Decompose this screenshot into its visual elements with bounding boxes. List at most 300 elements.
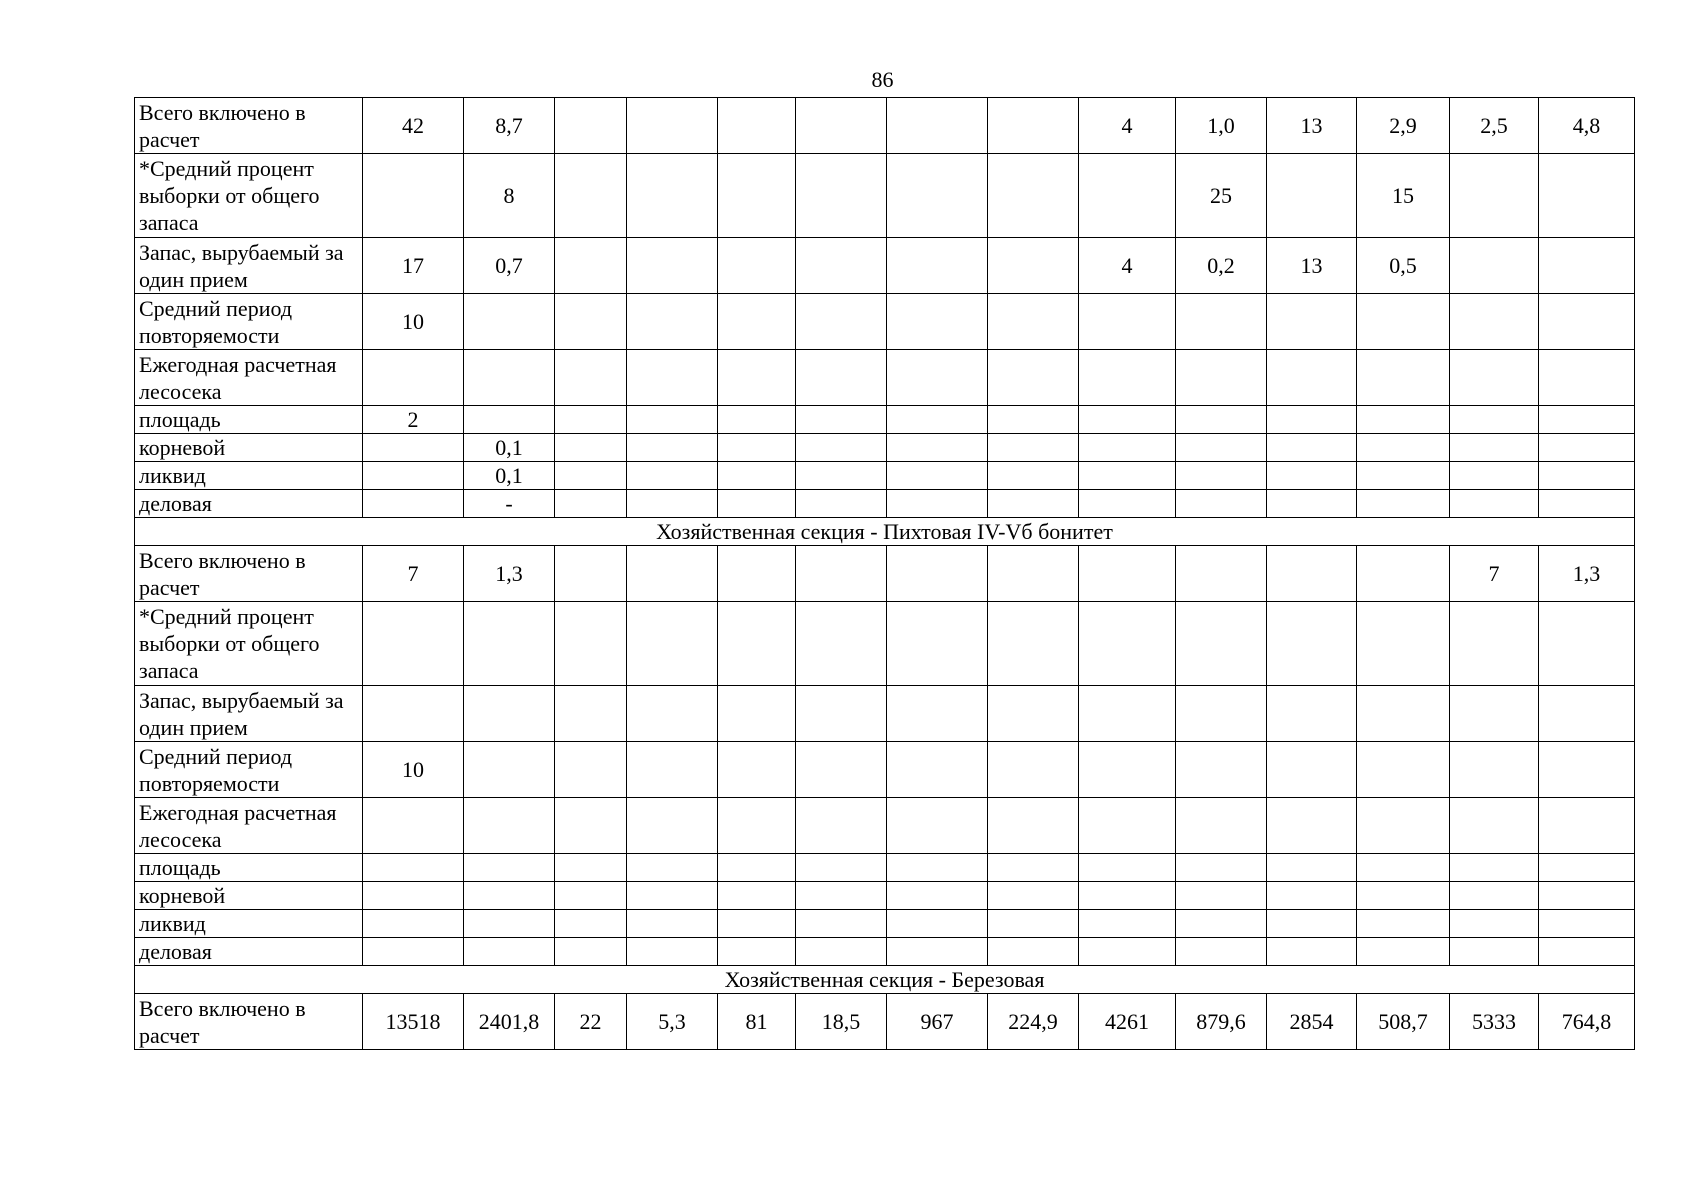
table-cell: 4 — [1079, 98, 1176, 154]
table-cell — [363, 602, 464, 686]
table-cell — [627, 686, 718, 742]
row-label: деловая — [135, 490, 363, 518]
table-cell — [988, 854, 1079, 882]
table-cell: 7 — [1450, 546, 1539, 602]
table-cell — [627, 462, 718, 490]
table-cell — [1357, 406, 1450, 434]
table-cell — [1450, 938, 1539, 966]
table-cell — [887, 882, 988, 910]
table-cell — [988, 238, 1079, 294]
row-label: Запас, вырубаемый за один прием — [135, 238, 363, 294]
table-cell — [887, 686, 988, 742]
table-cell — [887, 238, 988, 294]
table-cell — [1450, 350, 1539, 406]
table-cell — [796, 350, 887, 406]
table-cell — [627, 350, 718, 406]
table-row — [135, 910, 1635, 938]
table-cell: 7 — [363, 546, 464, 602]
table-row — [135, 490, 1635, 518]
table-cell — [718, 238, 796, 294]
table-cell: 2 — [363, 406, 464, 434]
table-cell: 5,3 — [627, 994, 718, 1050]
table-cell — [796, 154, 887, 238]
row-label: Всего включено в расчет — [135, 546, 363, 602]
table-cell — [464, 798, 555, 854]
section-header-row — [135, 966, 1635, 994]
table-cell — [796, 98, 887, 154]
table-cell — [988, 98, 1079, 154]
table-cell — [1539, 462, 1635, 490]
table-cell — [1450, 462, 1539, 490]
table-cell — [1079, 798, 1176, 854]
table-cell: 1,3 — [1539, 546, 1635, 602]
table-cell — [1267, 882, 1357, 910]
table-cell — [887, 798, 988, 854]
table-cell — [1357, 490, 1450, 518]
table-cell — [464, 602, 555, 686]
table-cell — [887, 910, 988, 938]
table-cell — [1357, 602, 1450, 686]
table-cell — [464, 882, 555, 910]
table-cell — [1176, 546, 1267, 602]
table-cell — [1267, 798, 1357, 854]
table-cell — [1176, 350, 1267, 406]
table-cell — [887, 602, 988, 686]
table-cell: 17 — [363, 238, 464, 294]
table-cell — [718, 854, 796, 882]
table-cell — [1267, 406, 1357, 434]
table-cell — [1539, 154, 1635, 238]
table-cell — [1357, 798, 1450, 854]
table-cell — [1539, 490, 1635, 518]
table-cell — [627, 238, 718, 294]
table-cell — [718, 910, 796, 938]
row-label: Запас, вырубаемый за один прием — [135, 686, 363, 742]
table-cell — [988, 798, 1079, 854]
table-cell — [1176, 910, 1267, 938]
table-cell — [1079, 490, 1176, 518]
table-cell — [1450, 602, 1539, 686]
row-label: Средний период повторяемости — [135, 294, 363, 350]
table-cell — [1176, 854, 1267, 882]
row-label: *Средний процент выборки от общего запаса — [135, 602, 363, 686]
table-row — [135, 98, 1635, 154]
table-cell: 967 — [887, 994, 988, 1050]
table-cell — [796, 686, 887, 742]
table-cell: 2,5 — [1450, 98, 1539, 154]
table-cell — [887, 294, 988, 350]
table-cell — [796, 910, 887, 938]
table-cell — [1357, 350, 1450, 406]
section-title: Хозяйственная секция - Березовая — [135, 966, 1635, 994]
table-cell — [1267, 434, 1357, 462]
table-cell — [363, 154, 464, 238]
table-cell — [627, 602, 718, 686]
table-cell — [796, 546, 887, 602]
table-cell — [718, 462, 796, 490]
table-cell — [1450, 686, 1539, 742]
table-cell — [796, 490, 887, 518]
table-cell — [1357, 434, 1450, 462]
table-cell: 13518 — [363, 994, 464, 1050]
table-cell — [627, 154, 718, 238]
table-cell — [555, 938, 627, 966]
table-cell — [887, 938, 988, 966]
table-cell — [1176, 406, 1267, 434]
row-label: корневой — [135, 434, 363, 462]
table-cell — [363, 490, 464, 518]
table-cell — [1450, 294, 1539, 350]
table-row — [135, 350, 1635, 406]
table-cell — [464, 938, 555, 966]
table-row — [135, 238, 1635, 294]
table-cell — [887, 462, 988, 490]
table-cell — [718, 406, 796, 434]
section-header-row — [135, 518, 1635, 546]
table-cell: 15 — [1357, 154, 1450, 238]
table-cell — [627, 406, 718, 434]
table-cell — [1176, 490, 1267, 518]
table-cell — [1267, 490, 1357, 518]
table-cell — [1450, 742, 1539, 798]
table-cell — [627, 546, 718, 602]
table-cell — [1176, 602, 1267, 686]
row-label: Средний период повторяемости — [135, 742, 363, 798]
table-cell — [1357, 938, 1450, 966]
table-cell: 224,9 — [988, 994, 1079, 1050]
table-row — [135, 154, 1635, 238]
table-cell — [1267, 686, 1357, 742]
table-cell — [363, 938, 464, 966]
table-cell — [1357, 742, 1450, 798]
table-cell — [1539, 938, 1635, 966]
table-cell — [1267, 854, 1357, 882]
table-cell: 4261 — [1079, 994, 1176, 1050]
table-cell: 10 — [363, 294, 464, 350]
table-cell — [464, 854, 555, 882]
table-cell — [988, 546, 1079, 602]
table-row — [135, 462, 1635, 490]
table-cell — [1357, 686, 1450, 742]
table-cell: 508,7 — [1357, 994, 1450, 1050]
table-row — [135, 546, 1635, 602]
table-row — [135, 742, 1635, 798]
table-cell — [627, 854, 718, 882]
table-cell — [796, 238, 887, 294]
table-cell — [1079, 742, 1176, 798]
table-cell — [1079, 938, 1176, 966]
table-cell — [988, 350, 1079, 406]
table-cell — [1079, 350, 1176, 406]
table-row — [135, 602, 1635, 686]
table-cell — [555, 854, 627, 882]
table-cell — [464, 350, 555, 406]
table-cell — [1176, 294, 1267, 350]
table-cell — [627, 98, 718, 154]
table-cell — [1267, 462, 1357, 490]
table-cell — [627, 882, 718, 910]
table-cell — [464, 294, 555, 350]
table-cell — [988, 910, 1079, 938]
table-cell — [796, 742, 887, 798]
table-cell — [1450, 154, 1539, 238]
table-cell — [1539, 742, 1635, 798]
table-cell — [1267, 742, 1357, 798]
table-cell: 13 — [1267, 98, 1357, 154]
table-row — [135, 294, 1635, 350]
table-cell: 0,1 — [464, 434, 555, 462]
table-cell — [1079, 910, 1176, 938]
table-cell — [1079, 462, 1176, 490]
table-cell — [1267, 350, 1357, 406]
table-cell: 5333 — [1450, 994, 1539, 1050]
table-cell: 42 — [363, 98, 464, 154]
table-cell — [555, 882, 627, 910]
table-cell — [555, 686, 627, 742]
table-cell: 25 — [1176, 154, 1267, 238]
table-cell — [1539, 350, 1635, 406]
table-cell — [796, 882, 887, 910]
table-cell: 2,9 — [1357, 98, 1450, 154]
table-cell — [1539, 406, 1635, 434]
table-cell — [1079, 434, 1176, 462]
table-cell: 4,8 — [1539, 98, 1635, 154]
table-cell — [363, 686, 464, 742]
table-cell — [1267, 938, 1357, 966]
table-cell: 10 — [363, 742, 464, 798]
table-cell — [988, 742, 1079, 798]
table-cell: 2854 — [1267, 994, 1357, 1050]
table-cell — [988, 462, 1079, 490]
table-cell — [1079, 854, 1176, 882]
table-cell — [1176, 938, 1267, 966]
table-cell — [1267, 602, 1357, 686]
table-cell — [555, 910, 627, 938]
table-row — [135, 994, 1635, 1050]
harvest-calculation-table — [134, 97, 1635, 1050]
table-row — [135, 434, 1635, 462]
table-cell — [555, 462, 627, 490]
table-cell — [988, 434, 1079, 462]
table-cell: 0,1 — [464, 462, 555, 490]
table-cell — [887, 742, 988, 798]
table-cell — [988, 154, 1079, 238]
table-cell — [1539, 434, 1635, 462]
table-cell — [555, 490, 627, 518]
table-cell — [1357, 294, 1450, 350]
table-cell: 4 — [1079, 238, 1176, 294]
table-cell — [1176, 686, 1267, 742]
table-cell — [627, 742, 718, 798]
row-label: Ежегодная расчетная лесосека — [135, 350, 363, 406]
section-title: Хозяйственная секция - Пихтовая IV-Vб бонитет — [135, 518, 1635, 546]
table-cell — [627, 434, 718, 462]
table-cell — [1079, 602, 1176, 686]
table-cell — [718, 490, 796, 518]
table-cell — [988, 686, 1079, 742]
table-cell: 8 — [464, 154, 555, 238]
table-cell — [1539, 910, 1635, 938]
row-label: *Средний процент выборки от общего запаса — [135, 154, 363, 238]
table-cell — [718, 98, 796, 154]
table-cell — [464, 742, 555, 798]
table-cell — [1176, 742, 1267, 798]
table-cell — [1176, 882, 1267, 910]
row-label: Ежегодная расчетная лесосека — [135, 798, 363, 854]
table-cell: 1,3 — [464, 546, 555, 602]
table-cell — [1079, 546, 1176, 602]
table-cell — [1176, 434, 1267, 462]
table-cell — [887, 350, 988, 406]
table-cell — [988, 490, 1079, 518]
table-cell: 18,5 — [796, 994, 887, 1050]
table-cell — [363, 882, 464, 910]
table-cell — [718, 602, 796, 686]
table-cell: 8,7 — [464, 98, 555, 154]
table-cell — [464, 406, 555, 434]
table-cell — [796, 294, 887, 350]
table-row — [135, 938, 1635, 966]
table-cell — [555, 434, 627, 462]
table-cell — [555, 98, 627, 154]
table-cell — [1539, 294, 1635, 350]
table-cell — [363, 854, 464, 882]
table-cell — [988, 882, 1079, 910]
table-cell: 0,7 — [464, 238, 555, 294]
table-cell — [627, 294, 718, 350]
table-cell — [718, 434, 796, 462]
table-cell: 81 — [718, 994, 796, 1050]
table-cell: - — [464, 490, 555, 518]
table-cell — [1539, 882, 1635, 910]
table-cell — [1357, 546, 1450, 602]
table-cell — [718, 294, 796, 350]
table-cell — [555, 546, 627, 602]
table-cell — [796, 938, 887, 966]
table-cell — [1176, 798, 1267, 854]
table-cell — [796, 854, 887, 882]
table-cell — [1267, 154, 1357, 238]
table-cell — [796, 798, 887, 854]
row-label: ликвид — [135, 462, 363, 490]
row-label: ликвид — [135, 910, 363, 938]
table-cell — [1267, 546, 1357, 602]
table-cell: 0,2 — [1176, 238, 1267, 294]
table-cell — [887, 490, 988, 518]
table-cell — [1539, 602, 1635, 686]
table-cell — [1357, 882, 1450, 910]
table-cell — [796, 602, 887, 686]
table-cell: 764,8 — [1539, 994, 1635, 1050]
table-cell — [1539, 238, 1635, 294]
table-cell — [1450, 238, 1539, 294]
table-cell — [1079, 154, 1176, 238]
table-cell — [1450, 882, 1539, 910]
table-row — [135, 854, 1635, 882]
table-cell — [363, 798, 464, 854]
table-cell — [988, 602, 1079, 686]
table-cell — [796, 406, 887, 434]
table-cell — [718, 882, 796, 910]
row-label: площадь — [135, 406, 363, 434]
table-cell — [1450, 854, 1539, 882]
table-cell: 0,5 — [1357, 238, 1450, 294]
table-cell — [887, 154, 988, 238]
table-cell — [1357, 854, 1450, 882]
table-cell — [1357, 462, 1450, 490]
table-cell — [796, 434, 887, 462]
table-cell — [718, 742, 796, 798]
table-cell — [887, 854, 988, 882]
table-cell — [1267, 910, 1357, 938]
table-cell — [1267, 294, 1357, 350]
table-cell — [627, 938, 718, 966]
table-cell — [464, 686, 555, 742]
table-cell — [1357, 910, 1450, 938]
table-cell — [363, 910, 464, 938]
table-cell — [718, 350, 796, 406]
table-cell — [363, 434, 464, 462]
row-label: Всего включено в расчет — [135, 994, 363, 1050]
table-cell — [627, 798, 718, 854]
table-cell — [555, 238, 627, 294]
table-cell — [988, 406, 1079, 434]
table-cell — [1450, 490, 1539, 518]
table-cell — [718, 798, 796, 854]
row-label: корневой — [135, 882, 363, 910]
table-cell: 879,6 — [1176, 994, 1267, 1050]
table-cell — [627, 490, 718, 518]
table-cell — [464, 910, 555, 938]
table-cell — [1079, 686, 1176, 742]
row-label: площадь — [135, 854, 363, 882]
table-cell — [363, 350, 464, 406]
row-label: Всего включено в расчет — [135, 98, 363, 154]
table-cell — [1450, 910, 1539, 938]
table-cell — [887, 406, 988, 434]
row-label: деловая — [135, 938, 363, 966]
table-cell — [555, 406, 627, 434]
table-cell: 22 — [555, 994, 627, 1050]
table-cell — [887, 434, 988, 462]
table-cell — [1450, 434, 1539, 462]
table-cell — [1079, 882, 1176, 910]
table-cell — [1450, 798, 1539, 854]
table-cell: 13 — [1267, 238, 1357, 294]
table-cell — [1539, 686, 1635, 742]
table-cell — [1539, 854, 1635, 882]
table-cell — [627, 910, 718, 938]
table-cell — [555, 798, 627, 854]
table-cell — [1079, 294, 1176, 350]
table-cell — [1539, 798, 1635, 854]
table-cell — [718, 938, 796, 966]
table-cell — [555, 602, 627, 686]
table-row — [135, 882, 1635, 910]
table-row — [135, 798, 1635, 854]
table-cell: 2401,8 — [464, 994, 555, 1050]
page-number: 86 — [871, 67, 894, 92]
table-cell: 1,0 — [1176, 98, 1267, 154]
table-cell — [718, 546, 796, 602]
table-cell — [1450, 406, 1539, 434]
table-cell — [988, 938, 1079, 966]
table-row — [135, 406, 1635, 434]
table-row — [135, 686, 1635, 742]
table-cell — [887, 98, 988, 154]
table-cell — [718, 686, 796, 742]
table-cell — [555, 294, 627, 350]
